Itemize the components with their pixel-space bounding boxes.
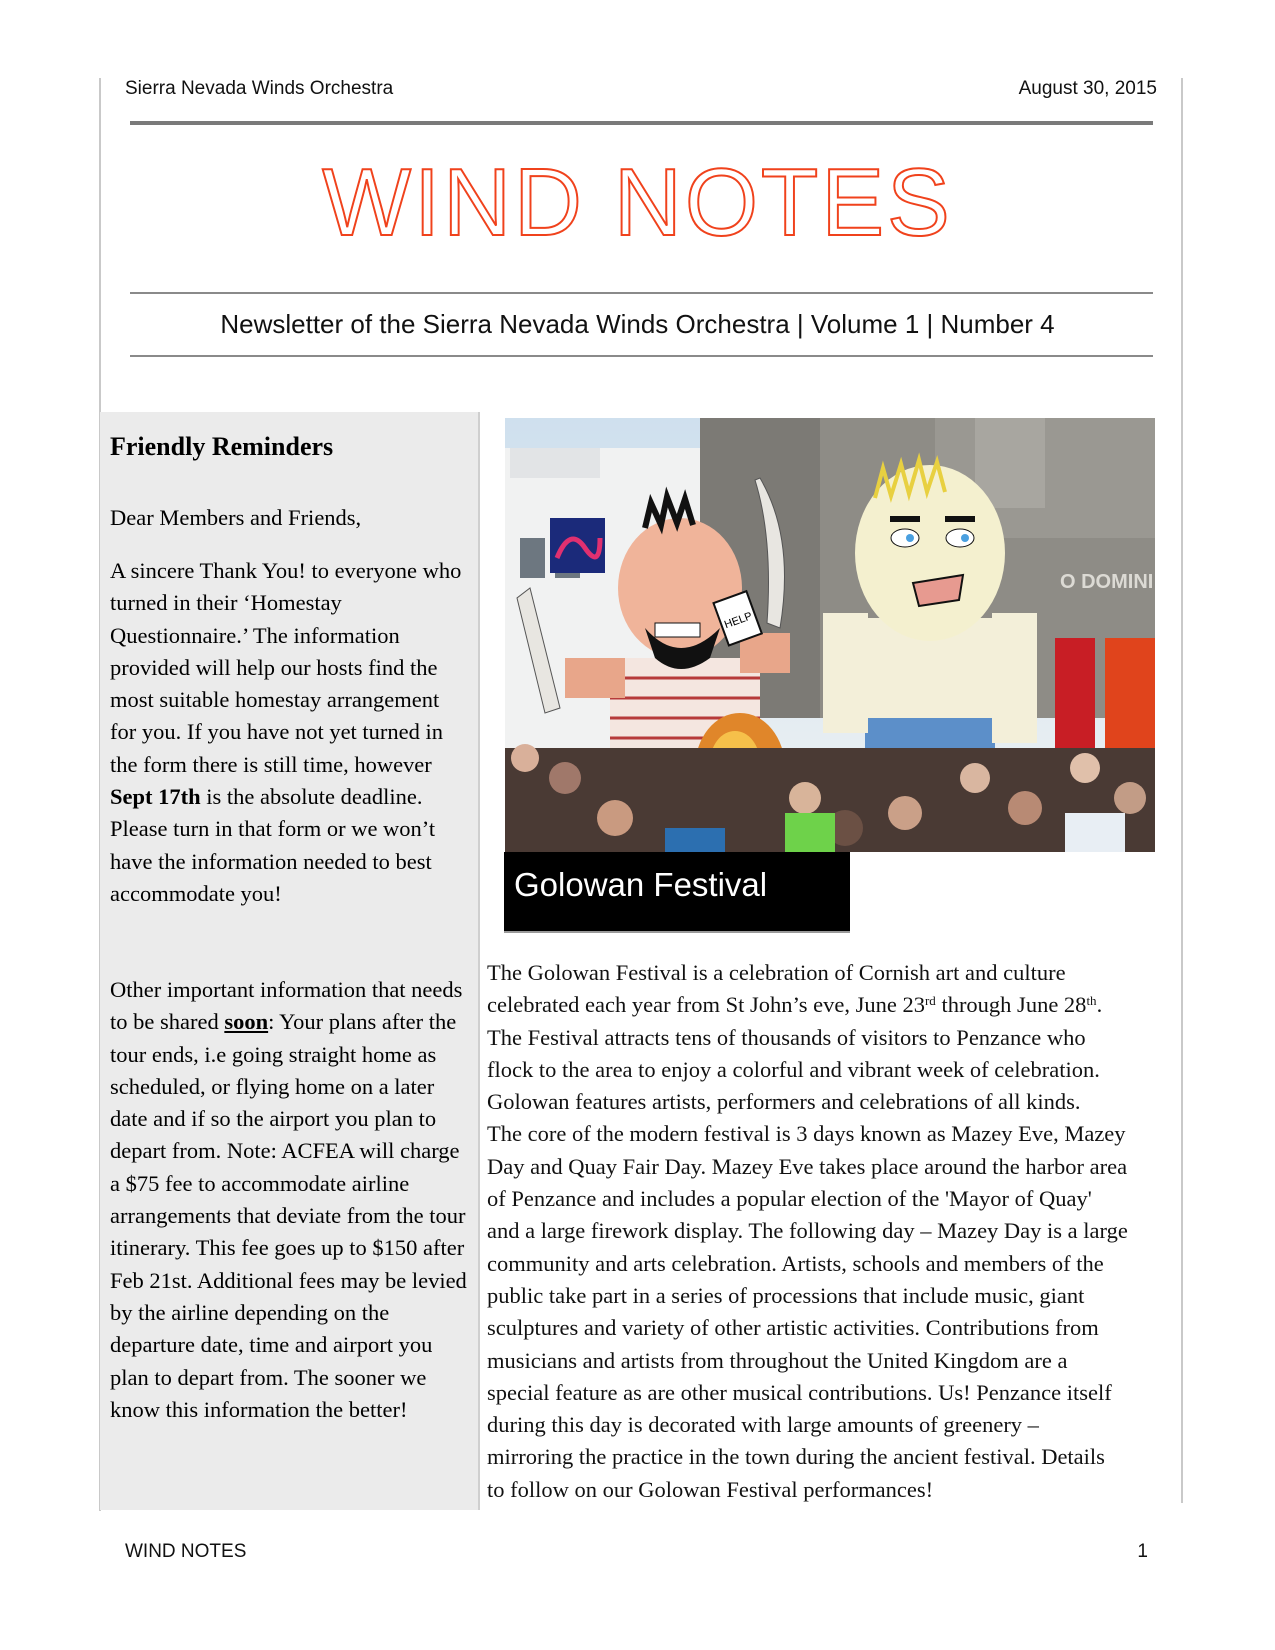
article-line: flock to the area to enjoy a colorful and vibrant week of celebration. <box>487 1056 1100 1082</box>
deadline-highlight: Sept 17th <box>110 784 201 810</box>
sidebar-paragraph-travel <box>110 974 470 1426</box>
header-divider <box>130 121 1153 125</box>
soon-highlight: soon <box>224 1009 269 1035</box>
masthead-title-text: WIND NOTES <box>322 149 953 256</box>
article-line: and a large firework display. The following day – Mazey Day is a large <box>487 1218 1128 1244</box>
subtitle-divider-bottom <box>130 355 1153 357</box>
article-line-text: . <box>1096 992 1103 1018</box>
article-line: musicians and artists from throughout the United Kingdom are a <box>487 1347 1068 1373</box>
article-line: Golowan features artists, performers and celebrations of all kinds. <box>487 1089 1081 1115</box>
feature-article <box>487 957 1167 1506</box>
sidebar-greeting: Dear Members and Friends, <box>110 505 362 530</box>
article-line: special feature as are other musical contributions. Us! Penzance itself <box>487 1379 1112 1405</box>
sidebar-title: Friendly Reminders <box>110 432 334 461</box>
article-line <box>487 989 1167 1021</box>
svg-text:HELP: HELP <box>722 610 754 632</box>
page-number: 1 <box>1137 1541 1148 1562</box>
festival-photo-illustration <box>505 418 1155 852</box>
article-line: The Festival attracts tens of thousands of visitors to Penzance who <box>487 1024 1086 1050</box>
svg-text:O DOMINI: O DOMINI <box>1060 571 1154 593</box>
masthead-subtitle: Newsletter of the Sierra Nevada Winds Orchestra | Volume 1 | Number 4 <box>220 309 1055 339</box>
article-line: public take part in a series of processions that include music, giant <box>487 1282 1085 1308</box>
sidebar-p2-text-end: : Your plans after the tour ends, i.e going straight home as scheduled, or flying home on a later date and if so the airport you plan to depart from. Note: ACFEA will charge a $75 fee to accommodate airline arrangements that deviate from the tour itinerary. This fee goes up to $150 after Feb 21st. Additional fees may be levied by the airline depending on the departure date, time and airport you plan to depart from. The sooner we know this information the better! <box>110 1009 467 1422</box>
article-line: Day and Quay Fair Day. Mazey Eve takes place around the harbor area <box>487 1153 1128 1179</box>
article-line-text: celebrated each year from St John’s eve, June 23 <box>487 992 925 1018</box>
footer-title: WIND NOTES <box>125 1541 247 1562</box>
subtitle-divider-top <box>130 292 1153 294</box>
ordinal-suffix: rd <box>924 993 936 1009</box>
masthead-title <box>13 148 1263 258</box>
sidebar-p2-text: Other important information that needs to be shared <box>110 977 463 1035</box>
article-line: mirroring the practice in the town during the ancient festival. Details <box>487 1444 1105 1470</box>
article-line: community and arts celebration. Artists, schools and members of the <box>487 1250 1104 1276</box>
article-line: sculptures and variety of other artistic activities. Contributions from <box>487 1315 1099 1341</box>
article-line: The Golowan Festival is a celebration of Cornish art and culture <box>487 960 1066 985</box>
sidebar-p1-text: A sincere Thank You! to everyone who turned in their ‘Homestay Questionnaire.’ The information provided will help our hosts find the most suitable homestay arrangement for you. If you have not yet turned in the form there is still time, however <box>110 558 462 777</box>
sidebar-paragraph-homestay <box>110 555 470 910</box>
sidebar-p1-text-end: is the absolute deadline. Please turn in that form or we won’t have the information needed to best accommodate you! <box>110 784 436 906</box>
sidebar-reminders <box>100 412 480 1510</box>
article-line: during this day is decorated with large amounts of greenery – <box>487 1412 1039 1438</box>
article-line-text: through June 28 <box>935 992 1087 1018</box>
page-right-border <box>1181 78 1183 1503</box>
feature-caption: Golowan Festival <box>514 866 768 903</box>
article-line: to follow on our Golowan Festival performances! <box>487 1476 934 1502</box>
header-organization: Sierra Nevada Winds Orchestra <box>125 78 394 99</box>
feature-caption-box <box>504 852 850 933</box>
article-line: The core of the modern festival is 3 days known as Mazey Eve, Mazey <box>487 1121 1126 1147</box>
header-date: August 30, 2015 <box>1018 78 1157 99</box>
article-line: of Penzance and includes a popular election of the 'Mayor of Quay' <box>487 1186 1092 1212</box>
festival-photo <box>505 418 1155 852</box>
ordinal-suffix: th <box>1086 993 1097 1009</box>
